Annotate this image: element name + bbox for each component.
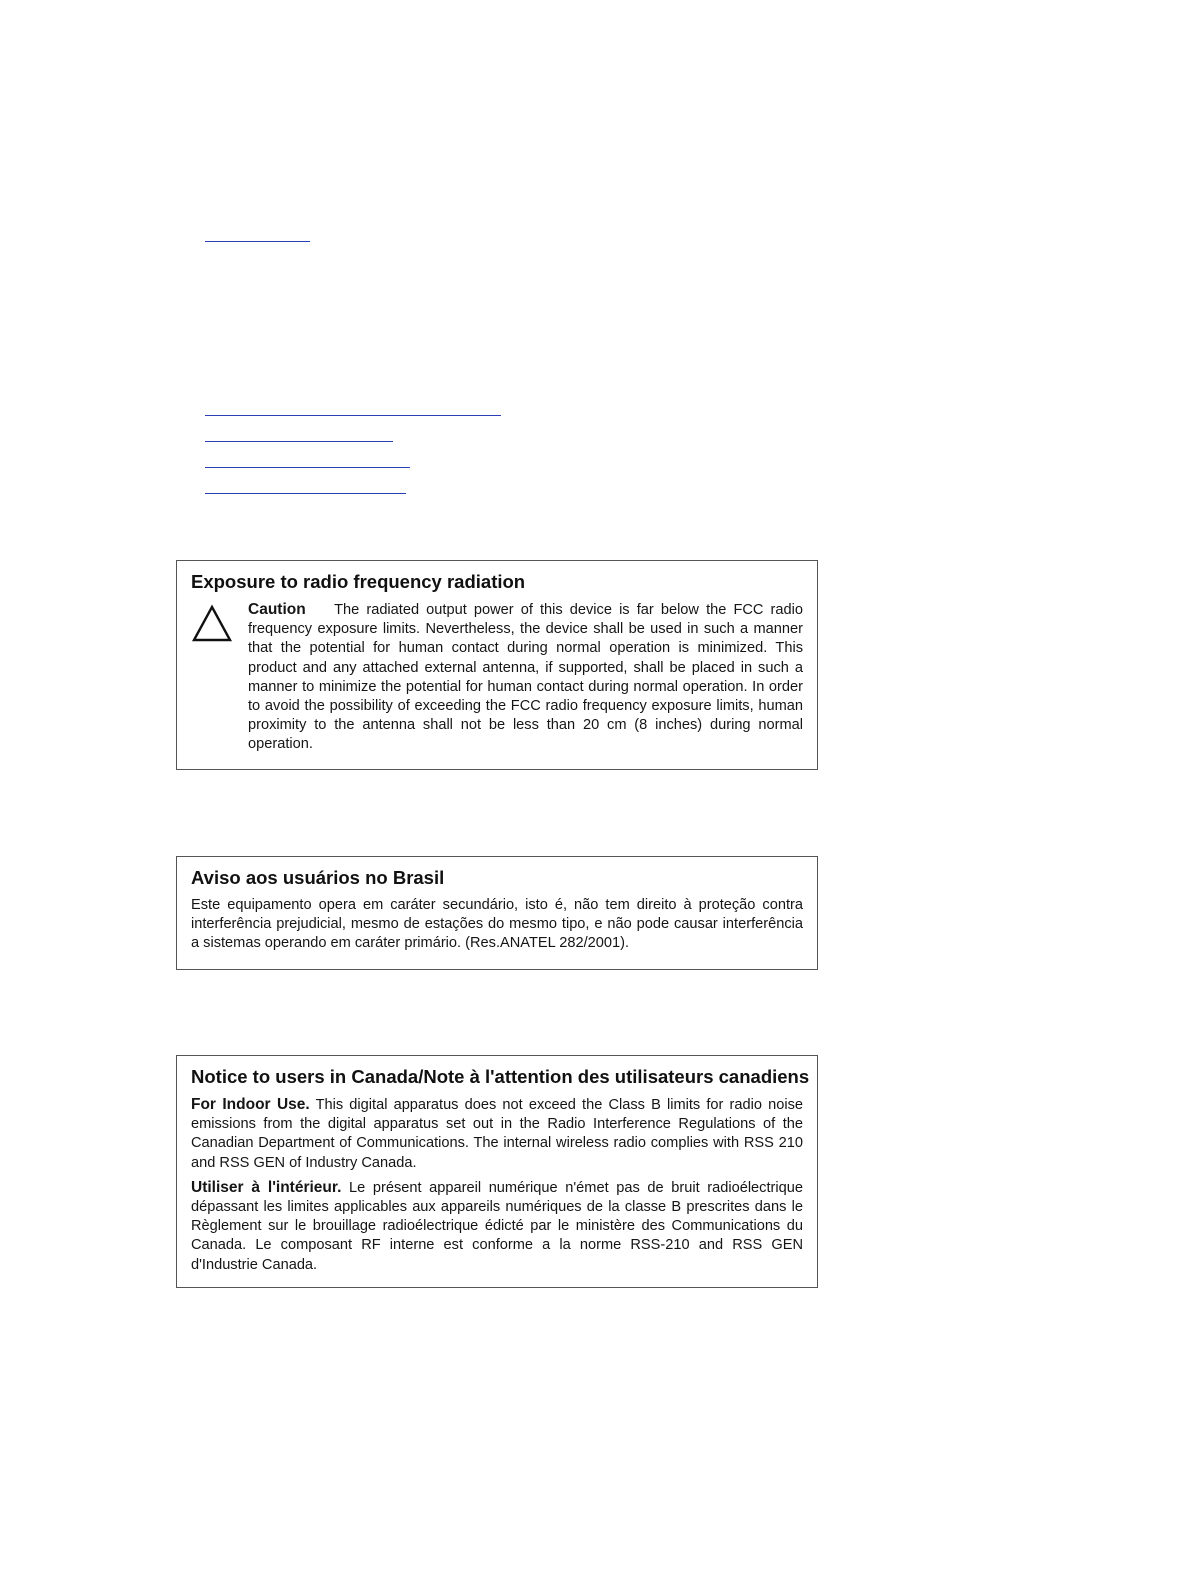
caution-row	[191, 600, 803, 755]
related-link-4[interactable]	[205, 493, 406, 494]
canada-french-lead: Utiliser à l'intérieur.	[191, 1178, 342, 1196]
related-link-3[interactable]	[205, 467, 410, 468]
canada-english-paragraph	[191, 1095, 803, 1173]
brazil-title: Aviso aos usuários no Brasil	[191, 867, 445, 888]
brazil-text: Este equipamento opera em caráter secundário, isto é, não tem direito à proteção contra interferência prejudicial, mesmo de estações do mesmo tipo, e não pode causar interferência a sistemas operando em caráter primário. (Res.ANATEL 282/2001).	[191, 897, 803, 952]
caution-paragraph	[248, 600, 803, 755]
canada-french-paragraph	[191, 1178, 803, 1275]
canada-english-text: This digital apparatus does not exceed the Class B limits for radio noise emissions from the digital apparatus set out in the Radio Interference Regulations of the Canadian Department of Communications. The internal wireless radio complies with RSS 210 and RSS GEN of Industry Canada.	[191, 1097, 803, 1171]
caution-triangle-icon	[191, 604, 233, 644]
canada-title: Notice to users in Canada/Note à l'attention des utilisateurs canadiens	[191, 1066, 810, 1087]
canada-english-lead: For Indoor Use.	[191, 1096, 310, 1113]
rf-exposure-title: Exposure to radio frequency radiation	[191, 571, 526, 592]
top-link[interactable]	[205, 241, 310, 242]
related-link-2[interactable]	[205, 441, 393, 442]
caution-lead: Caution	[248, 601, 306, 618]
brazil-notice	[176, 856, 818, 970]
canada-french-text: Le présent appareil numérique n'émet pas de bruit radioélectrique dépassant les limites applicables aux appareils numériques de la classe B prescrites dans le Règlement sur le brouillage radioélectrique édicté par le ministère des Communications du Canada. Le composant RF interne est conforme a la norme RSS-210 and RSS GEN d'Industrie Canada.	[191, 1179, 803, 1273]
related-link-1[interactable]	[205, 415, 501, 416]
caution-text: The radiated output power of this device is far below the FCC radio frequency exposure limits. Nevertheless, the device shall be used in such a manner that the potential for human contact during normal operation is minimized. This product and any attached external antenna, if supported, shall be placed in such a manner to minimize the potential for human contact during normal operation. In order to avoid the possibility of exceeding the FCC radio frequency exposure limits, human proximity to the antenna shall not be less than 20 cm (8 inches) during normal operation.	[248, 602, 803, 753]
rf-exposure-notice	[176, 560, 818, 770]
canada-notice	[176, 1055, 818, 1288]
